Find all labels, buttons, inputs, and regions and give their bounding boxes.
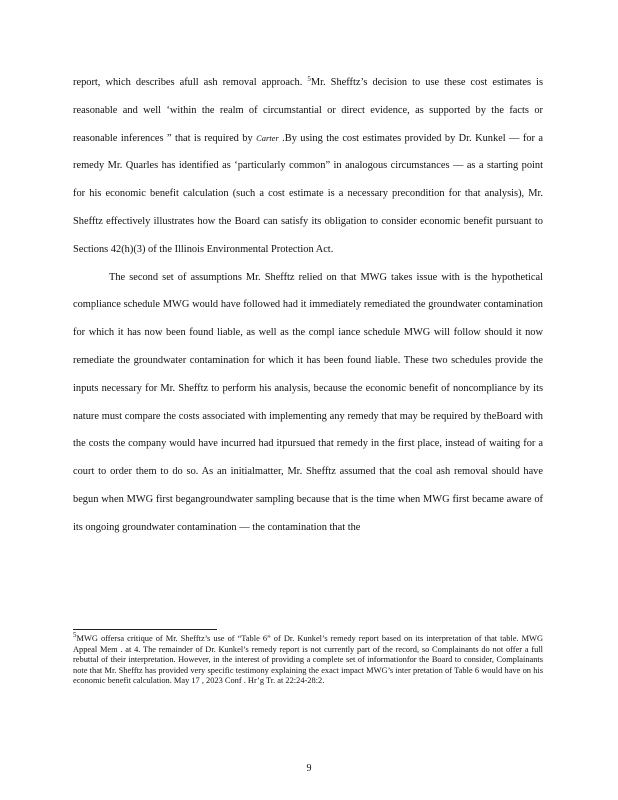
footnote-reference: 5 bbox=[307, 75, 311, 83]
footnote-marker: 5 bbox=[73, 631, 77, 639]
paragraph-1-start: report, which describes afull ash removal approach. bbox=[73, 77, 303, 88]
case-citation: Carter bbox=[256, 132, 279, 143]
paragraph-1-end: .By using the cost estimates provided by Dr. Kunkel — for a remedy Mr. Quarles has identified as ‘particularly common” in analogous circumstances — as a starting point for his economic benefit calculation (such a cost estimate is a necessary precondition for that analysis), Mr. Shefftz effectively illustrates how the Board can satisfy its obligation to consider economic benefit pursuant to Sections 42(h)(3) of the Illinois Environmental Protection Act. bbox=[73, 132, 543, 255]
paragraph-2: The second set of assumptions Mr. Shefftz relied on that MWG takes issue with is the hypothetical compliance schedule MWG would have followed had it immediately remediated the groundwater contamination for which it has now been found liable, as well as the compl iance schedule MWG will follow should it now remediate the groundwater contamination for which it has been found liable. These two schedules provide the inputs necessary for Mr. Shefftz to perform his analysis, because the economic benefit of noncompliance by its nature must compare the costs associated with implementing any remedy that may be required by theBoard with the costs the company would have incurred had itpursued that remedy in the first place, instead of waiting for a court to order them to do so. As an initialmatter, Mr. Shefftz assumed that the coal ash removal should have begun when MWG first begangroundwater sampling because that is the time when MWG first became aware of its ongoing groundwater contamination — the contamination that the bbox=[73, 271, 543, 533]
paragraph-1 bbox=[73, 69, 543, 264]
footnote-separator bbox=[73, 629, 217, 630]
body-text bbox=[73, 69, 543, 542]
footnote bbox=[73, 631, 543, 687]
paragraph-1-middle: Mr. Shefftz’s decision to use these cost estimates is reasonable and well ‘within the realm of circumstantial or direct evidence, as supported by the facts or reasonable inferences ” that is required by bbox=[73, 77, 543, 144]
footnote-text: MWG offersa critique of Mr. Shefftz’s use of “Table 6” of Dr. Kunkel’s remedy report based on its interpretation of that table. MWG Appeal Mem . at 4. The remainder of Dr. Kunkel’s remedy report is not currently part of the record, so Complainants do not offer a full rebuttal of their interpretation. However, in the interest of providing a complete set of informationfor the Board to consider, Complainants note that Mr. Shefftz has provided very specific testimony explaining the exact impact MWG’s inter pretation of Table 6 would have on his economic benefit calculation. May 17 , 2023 Conf . Hr’g Tr. at 22:24-28:2. bbox=[73, 634, 543, 686]
page-number: 9 bbox=[306, 763, 312, 774]
